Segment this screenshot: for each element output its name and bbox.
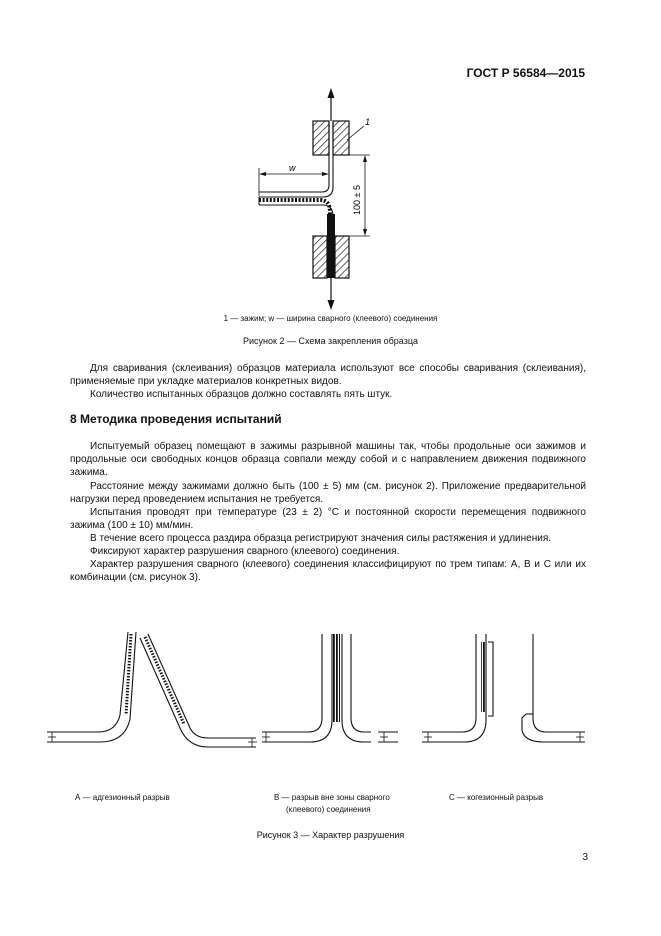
figure-2-legend: 1 — зажим; w — ширина сварного (клеевого) соединения [223, 314, 438, 323]
section-8-paragraph-4: В течение всего процесса раздира образца регистрируют значения силы растяжения и удлинения. [90, 533, 552, 544]
figure-3-caption: Рисунок 3 — Характер разрушения [256, 830, 405, 840]
section-8-paragraph-5: Фиксируют характер разрушения сварного (клеевого) соединения. [90, 546, 400, 557]
figure-2-caption: Рисунок 2 — Схема закрепления образца [243, 336, 418, 346]
label-distance: 100 ± 5 [352, 185, 362, 215]
upper-clamp [313, 121, 349, 155]
pull-arrow-top [328, 88, 335, 121]
section-8-paragraph-1: Испытуемый образец помещают в зажимы разрывной машины так, чтобы продольные оси зажимов и продольные оси свободных концов образца совпали между собой и с направлением движения подвижного зажима. [70, 441, 586, 478]
document-header: ГОСТ Р 56584—2015 [466, 66, 585, 80]
figure-3-label-a: А — адгезионный разрыв [75, 793, 170, 802]
label-1: 1 [365, 117, 371, 127]
figure-3-label-b-line-2: (клеевого) соединения [286, 805, 371, 814]
failure-type-a [47, 632, 257, 747]
label-w: w [289, 163, 296, 173]
figure-3-failure-types [0, 620, 661, 760]
intro-paragraph-1: Для сваривания (склеивания) образцов материала используют все способы сваривания (склеивания), применяемые при укладке материалов конкретных видов. [70, 363, 586, 387]
pull-arrow-bottom [328, 277, 335, 310]
figure-3-label-c: С — когезионный разрыв [449, 793, 544, 802]
figure-2-clamp-diagram [0, 0, 661, 320]
section-8-title: 8 Методика проведения испытаний [70, 412, 282, 426]
section-8-paragraph-2: Расстояние между зажимами должно быть (100 ± 5) мм (см. рисунок 2). Приложение предварительной нагрузки перед проведением испытания не требуется. [70, 481, 586, 505]
section-8-paragraph-6: Характер разрушения сварного (клеевого) соединения классифицируют по трем типам: А, В и С или их комбинации (см. рисунок 3). [70, 559, 586, 583]
failure-type-b [262, 634, 398, 742]
failure-type-c [422, 634, 585, 742]
page-number: 3 [582, 852, 588, 863]
intro-paragraph-2: Количество испытанных образцов должно составлять пять штук. [90, 389, 393, 400]
figure-3-label-b-line-1: В — разрыв вне зоны сварного [274, 793, 390, 802]
section-8-paragraph-3: Испытания проводят при температуре (23 ± 2) °С и постоянной скорости перемещения подвижного зажима (100 ± 10) мм/мин. [70, 507, 586, 531]
